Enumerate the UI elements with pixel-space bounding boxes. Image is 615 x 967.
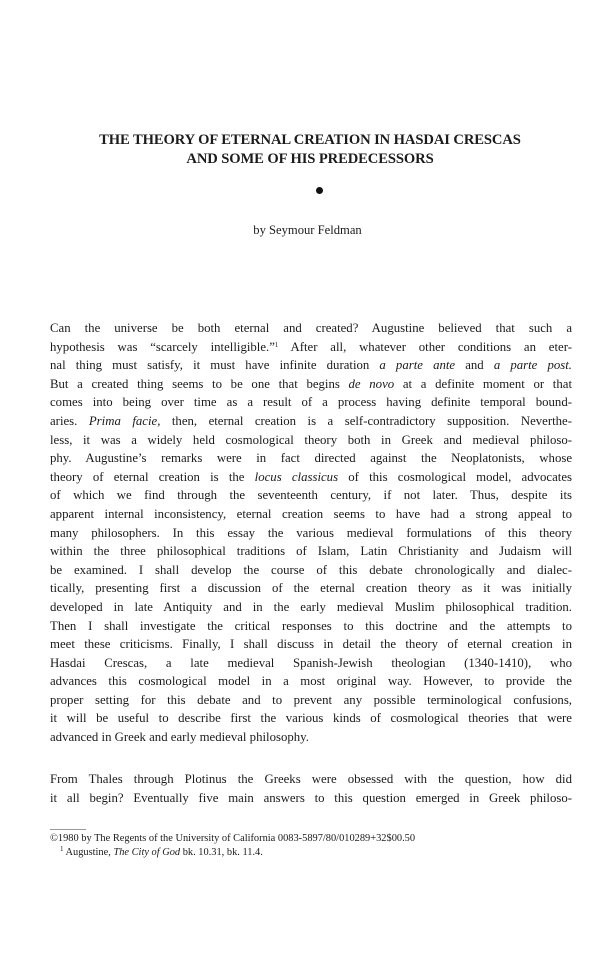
text-line xyxy=(50,375,572,394)
text-line: it all begin? Eventually five main answers to this question emerged in Greek philoso- xyxy=(50,790,572,805)
text-span: Augustine, xyxy=(63,847,114,858)
body-paragraph-1 xyxy=(50,319,572,747)
text-line: it will be useful to describe first the various kinds of cosmological theories that were xyxy=(50,711,572,726)
text-line: advances this cosmological model in a most original way. However, to provide the xyxy=(50,674,572,689)
text-line: less, it was a widely held cosmological theory both in Greek and medieval philoso- xyxy=(50,432,572,447)
body-paragraph-2 xyxy=(50,770,572,807)
text-line: Can the universe be both eternal and created? Augustine believed that such a xyxy=(50,321,572,335)
bullet-dot-icon xyxy=(316,187,323,194)
text-span: of this cosmological model, advocates xyxy=(338,469,572,484)
text-span: bk. 10.31, bk. 11.4. xyxy=(180,847,263,858)
title-line-2: AND SOME OF HIS PREDECESSORS xyxy=(186,151,434,167)
text-line: meet these criticisms. Finally, I shall discuss in detail the theory of eternal creation in xyxy=(50,637,572,652)
italic-term: locus classicus xyxy=(254,469,339,484)
text-line: advanced in Greek and early medieval philosophy. xyxy=(50,730,309,745)
text-line: From Thales through Plotinus the Greeks were obsessed with the question, how did xyxy=(50,772,572,786)
italic-term: de novo xyxy=(348,376,395,391)
footnote-divider xyxy=(50,829,86,830)
text-line: apparent internal inconsistency, eternal creation seems to have had a strong appeal to xyxy=(50,506,572,521)
text-line: proper setting for this debate and to prevent any possible terminological confusions, xyxy=(50,692,572,707)
author-byline: by Seymour Feldman xyxy=(253,223,362,237)
text-line: of which we find through the seventeenth century, if not later. Thus, despite its xyxy=(50,488,572,503)
text-line xyxy=(50,412,572,431)
text-span: at a definite moment or that xyxy=(394,376,573,391)
italic-term: The City of God xyxy=(113,847,181,858)
footnote-ref-1: 1 xyxy=(274,340,279,349)
text-line xyxy=(50,356,572,375)
text-line xyxy=(50,338,572,357)
text-line: comes into being over time as a result of a process having definite temporal bound- xyxy=(50,395,572,410)
text-span: But a created thing seems to be one that begins xyxy=(50,376,349,391)
footnote-1 xyxy=(50,846,572,860)
text-line: Hasdai Crescas, a late medieval Spanish-Jewish theologian (1340-1410), who xyxy=(50,655,572,670)
text-span: nal thing must satisfy, it must have infinite duration xyxy=(50,358,380,373)
text-span: After all, whatever other conditions an eter- xyxy=(278,339,572,354)
italic-term: a parte ante xyxy=(379,358,456,373)
text-line: many philosophers. In this essay the various medieval formulations of this theory xyxy=(50,525,572,540)
text-span: and xyxy=(455,358,494,373)
copyright-line: ©1980 by The Regents of the University of California 0083-5897/80/010289+32$00.50 xyxy=(50,833,416,844)
italic-term: Prima facie xyxy=(88,413,158,428)
text-line: phy. Augustine’s remarks were in fact directed against the Neoplatonists, whose xyxy=(50,451,572,466)
text-span: aries. xyxy=(50,413,89,428)
text-line: be examined. I shall develop the course of this debate chronologically and dialec- xyxy=(50,562,572,577)
text-line: within the three philosophical traditions of Islam, Latin Christianity and Judaism will xyxy=(50,544,572,559)
text-line xyxy=(50,468,572,487)
footnote-mark: 1 xyxy=(60,845,64,853)
text-line: developed in late Antiquity and in the early medieval Muslim philosophical tradition. xyxy=(50,599,572,614)
title-line-1: THE THEORY OF ETERNAL CREATION IN HASDAI CRESCAS xyxy=(99,132,521,148)
italic-term: a parte post. xyxy=(493,358,573,373)
text-line: tically, presenting first a discussion of the eternal creation theory as it was initially xyxy=(50,581,572,596)
text-span: theory of eternal creation is the xyxy=(50,469,255,484)
text-span: , then, eternal creation is a self-contradictory supposition. Neverthe- xyxy=(157,413,573,428)
text-span: hypothesis was “scarcely intelligible.” xyxy=(50,339,275,354)
footnotes xyxy=(50,832,572,860)
article-title xyxy=(40,131,580,169)
text-line: Then I shall investigate the critical responses to this doctrine and the attempts to xyxy=(50,618,572,633)
